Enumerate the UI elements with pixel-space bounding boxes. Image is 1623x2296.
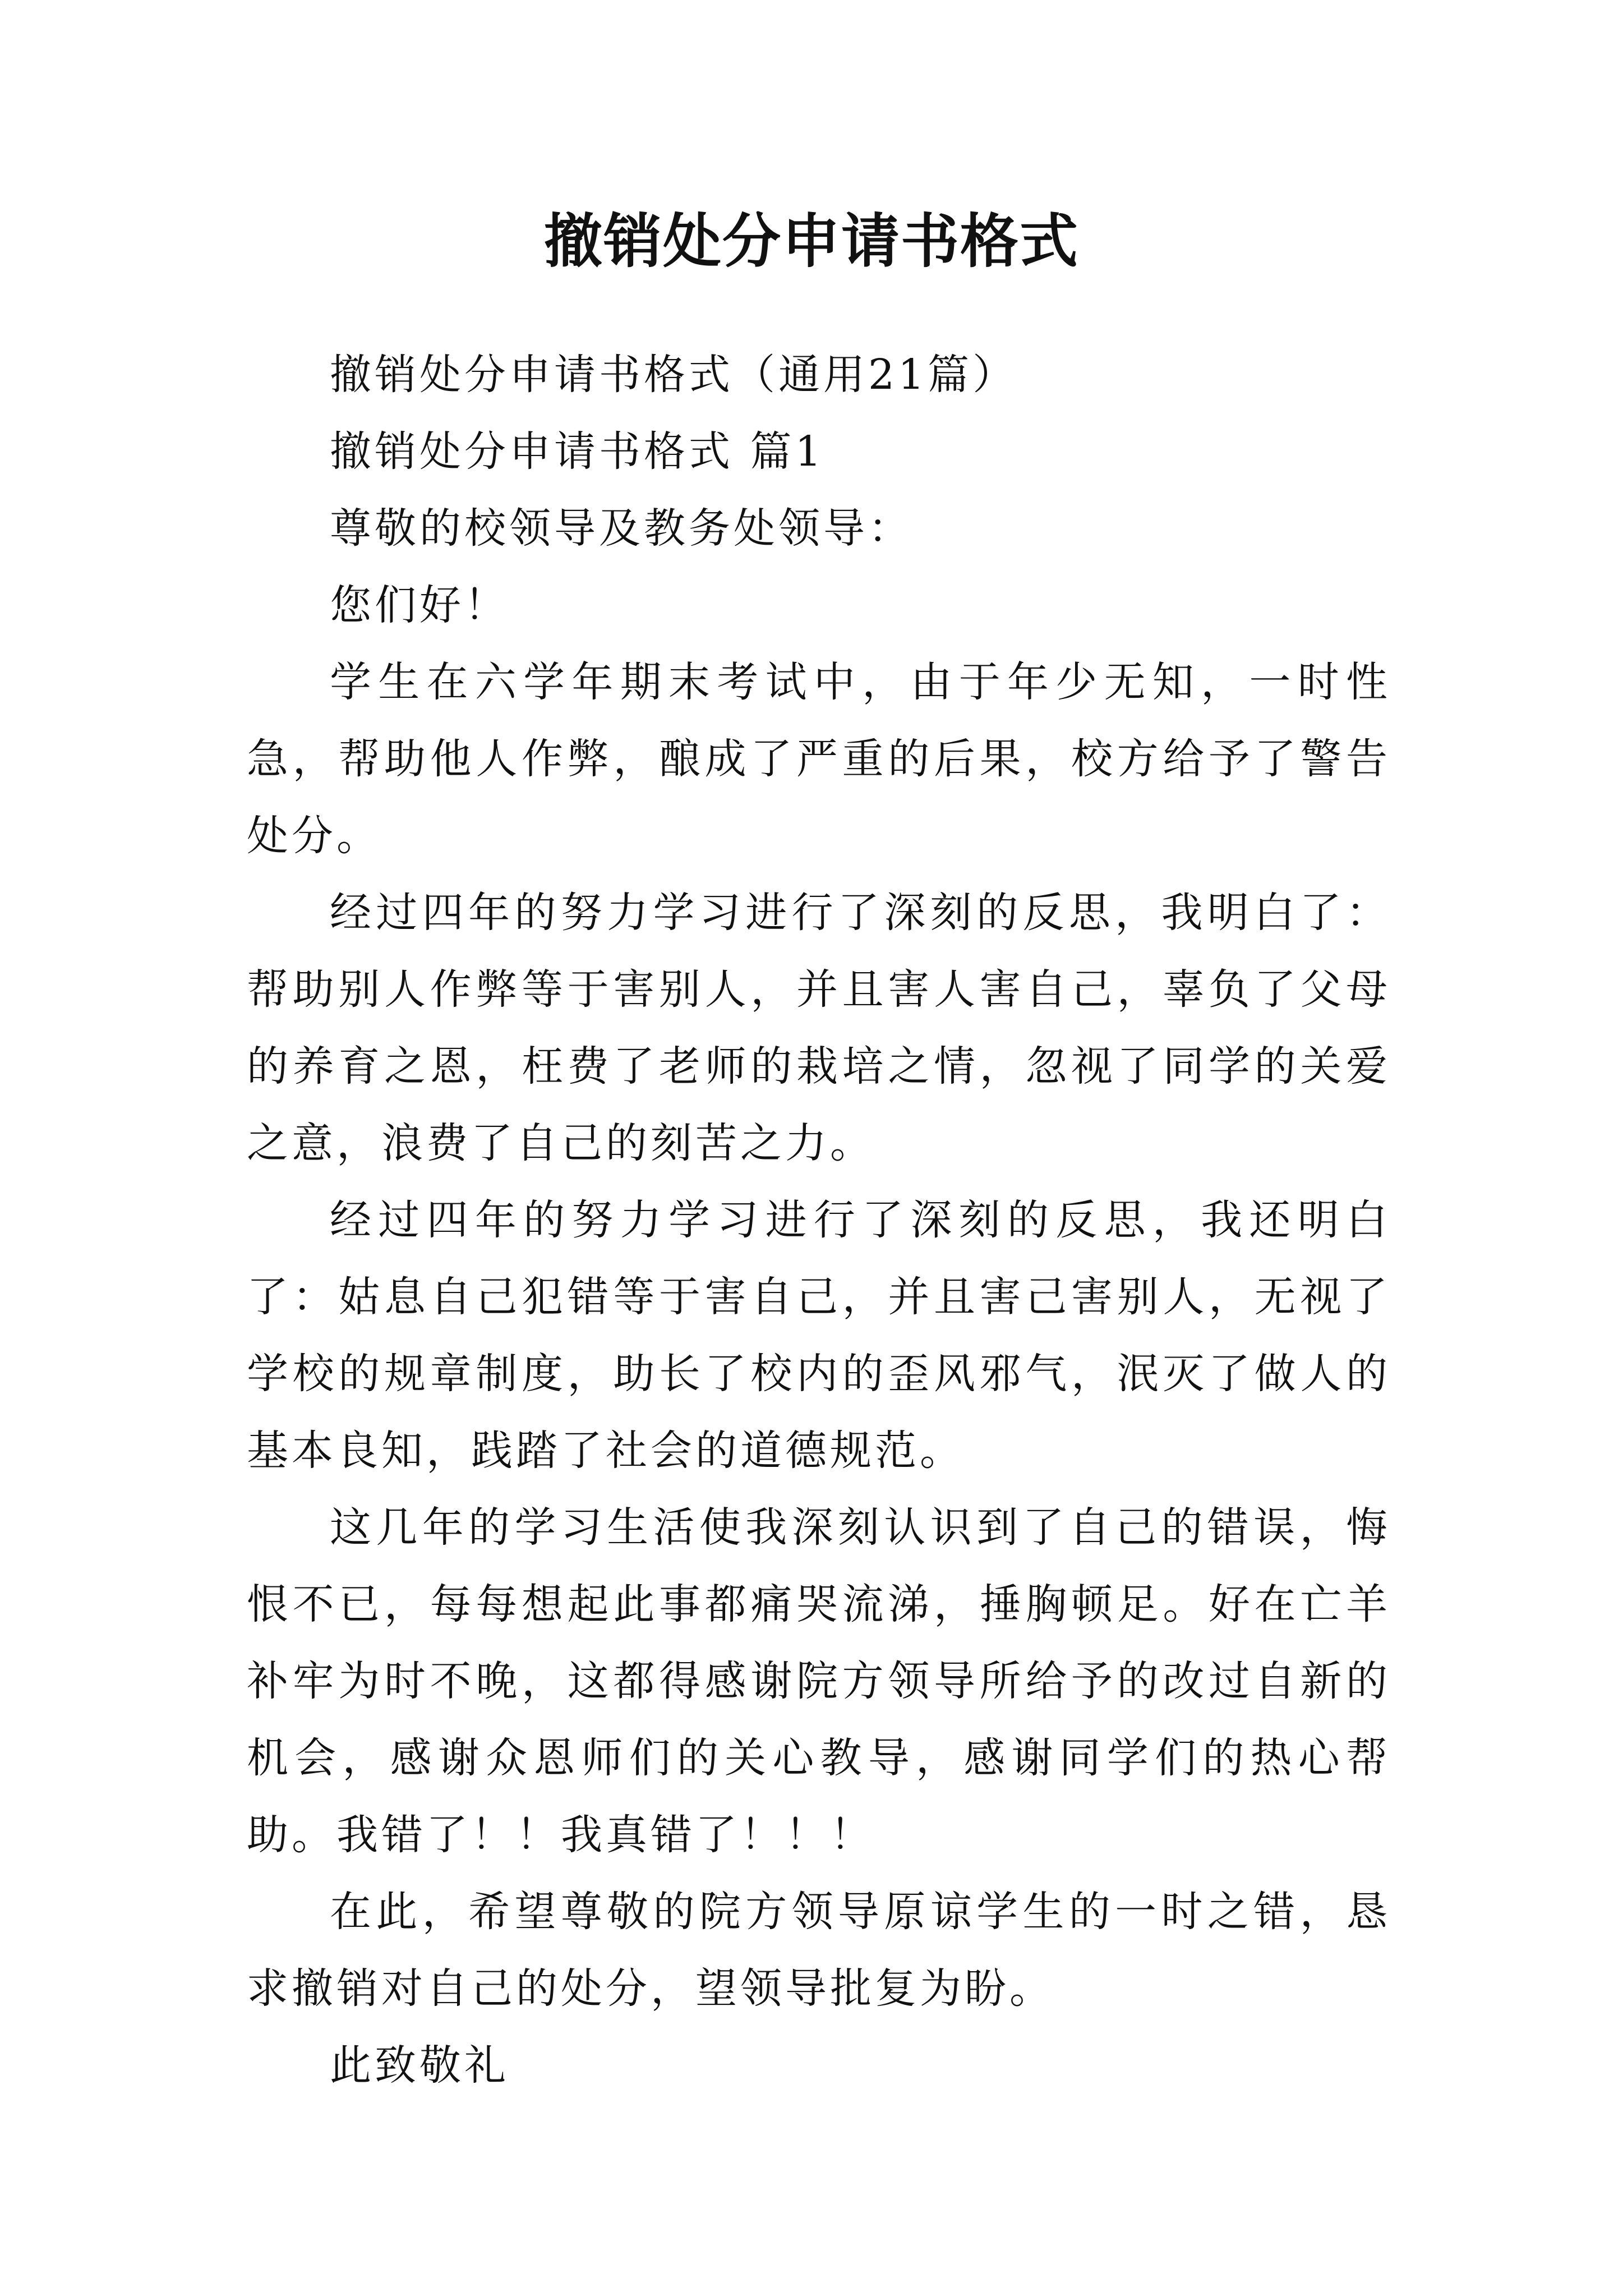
document-title: 撤销处分申请书格式: [543, 207, 1079, 275]
paragraph-reflection-2: 经过四年的努力学习进行了深刻的反思，我还明白了：姑息自己犯错等于害自己，并且害己害别人，无视了学校的规章制度，助长了校内的歪风邪气，泯灭了做人的基本良知，践踏了社会的道德规范。: [247, 1196, 1391, 1475]
paragraph-salutation: 尊敬的校领导及教务处领导：: [330, 504, 913, 553]
paragraph-greeting: 您们好！: [330, 581, 509, 629]
paragraph-request: 在此，希望尊敬的院方领导原谅学生的一时之错，恳求撤销对自己的处分，望领导批复为盼。: [247, 1888, 1391, 2013]
paragraph-reflection-1: 经过四年的努力学习进行了深刻的反思，我明白了：帮助别人作弊等于害别人，并且害人害自己，辜负了父母的养育之恩，枉费了老师的栽培之情，忽视了同学的关爱之意，浪费了自己的刻苦之力。: [247, 889, 1391, 1167]
paragraph-remorse: 这几年的学习生活使我深刻认识到了自己的错误，悔恨不已，每每想起此事都痛哭流涕，捶胸顿足。好在亡羊补牢为时不晚，这都得感谢院方领导所给予的改过自新的机会，感谢众恩师们的关心教导，感谢同学们的热心帮助。我错了！！我真错了！！！: [247, 1503, 1391, 1859]
document-body: [247, 337, 1391, 2104]
paragraph-incident: 学生在六学年期末考试中，由于年少无知，一时性急，帮助他人作弊，酿成了严重的后果，校方给予了警告处分。: [247, 658, 1391, 860]
paragraph-closing: 此致敬礼: [330, 2041, 509, 2090]
paragraph-section-heading: 撤销处分申请书格式 篇1: [330, 427, 825, 476]
paragraph-subtitle: 撤销处分申请书格式（通用21篇）: [330, 351, 1018, 399]
